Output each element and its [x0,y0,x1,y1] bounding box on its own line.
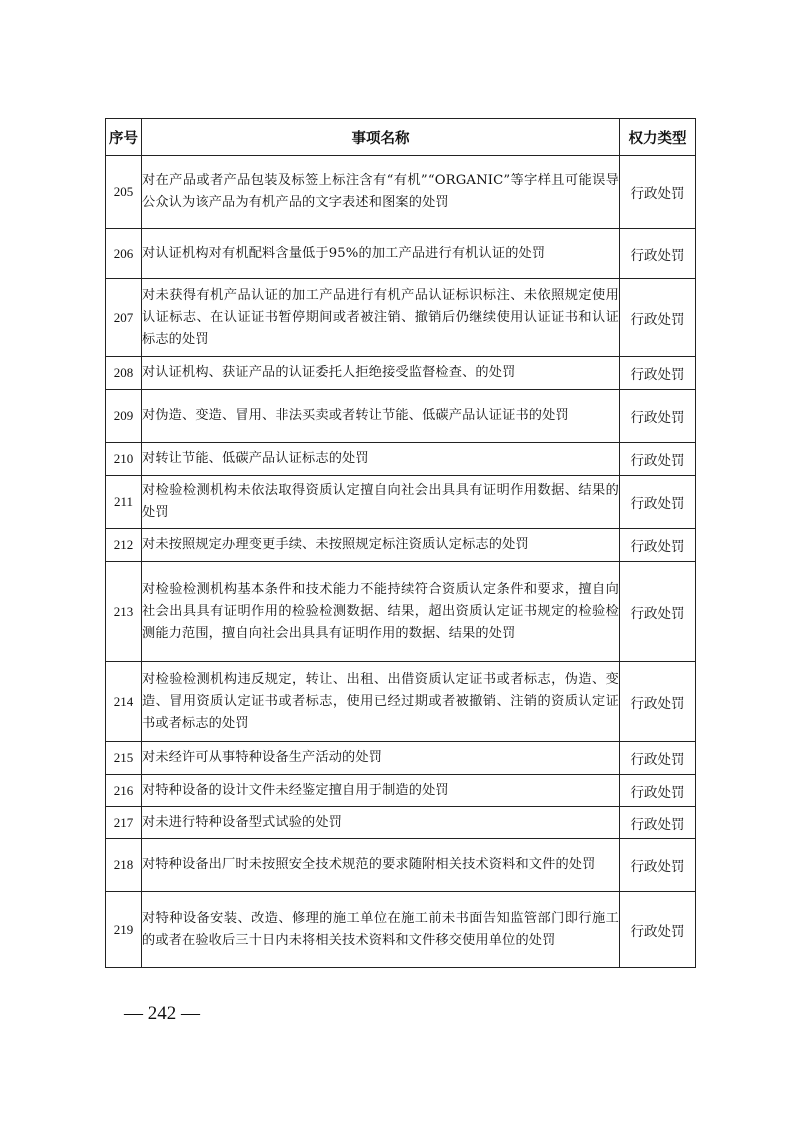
row-number: 206 [106,229,142,279]
row-item-name: 对未经许可从事特种设备生产活动的处罚 [142,742,620,775]
row-item-name: 对转让节能、低碳产品认证标志的处罚 [142,443,620,476]
table-row [106,357,696,390]
row-number: 208 [106,357,142,390]
row-number: 218 [106,839,142,892]
row-number: 210 [106,443,142,476]
row-item-name: 对检验检测机构基本条件和技术能力不能持续符合资质认定条件和要求，擅自向社会出具具有证明作用的检验检测数据、结果，超出资质认定证书规定的检验检测能力范围，擅自向社会出具具有证明作用的数据、结果的处罚 [142,562,620,662]
row-number: 209 [106,390,142,443]
row-item-name: 对特种设备安装、改造、修理的施工单位在施工前未书面告知监管部门即行施工的或者在验收后三十日内未将相关技术资料和文件移交使用单位的处罚 [142,892,620,968]
row-item-name: 对认证机构对有机配料含量低于95%的加工产品进行有机认证的处罚 [142,229,620,279]
row-power-type: 行政处罚 [620,229,696,279]
table-row [106,775,696,807]
row-item-name: 对认证机构、获证产品的认证委托人拒绝接受监督检查、的处罚 [142,357,620,390]
table-row [106,742,696,775]
table-row [106,807,696,839]
row-item-name: 对未进行特种设备型式试验的处罚 [142,807,620,839]
row-number: 211 [106,476,142,529]
row-number: 214 [106,662,142,742]
row-power-type: 行政处罚 [620,529,696,562]
table-row [106,892,696,968]
row-power-type: 行政处罚 [620,156,696,229]
row-power-type: 行政处罚 [620,279,696,357]
row-item-name: 对检验检测机构未依法取得资质认定擅自向社会出具具有证明作用数据、结果的处罚 [142,476,620,529]
row-power-type: 行政处罚 [620,807,696,839]
header-number: 序号 [106,119,142,156]
row-power-type: 行政处罚 [620,390,696,443]
table-row [106,662,696,742]
table-row [106,529,696,562]
table-row [106,562,696,662]
row-power-type: 行政处罚 [620,839,696,892]
row-number: 213 [106,562,142,662]
row-item-name: 对检验检测机构违反规定，转让、出租、出借资质认定证书或者标志，伪造、变造、冒用资质认定证书或者标志，使用已经过期或者被撤销、注销的资质认定证书或者标志的处罚 [142,662,620,742]
row-power-type: 行政处罚 [620,892,696,968]
row-item-name: 对在产品或者产品包装及标签上标注含有“有机”“ORGANIC”等字样且可能误导公众认为该产品为有机产品的文字表述和图案的处罚 [142,156,620,229]
row-item-name: 对特种设备的设计文件未经鉴定擅自用于制造的处罚 [142,775,620,807]
row-number: 217 [106,807,142,839]
table-header-row [106,119,696,156]
table-row [106,156,696,229]
row-number: 212 [106,529,142,562]
row-number: 205 [106,156,142,229]
row-power-type: 行政处罚 [620,476,696,529]
table-row [106,390,696,443]
table-row [106,839,696,892]
row-number: 207 [106,279,142,357]
row-item-name: 对未获得有机产品认证的加工产品进行有机产品认证标识标注、未依照规定使用认证标志、在认证证书暂停期间或者被注销、撤销后仍继续使用认证证书和认证标志的处罚 [142,279,620,357]
header-power-type: 权力类型 [620,119,696,156]
table-row [106,229,696,279]
table-row [106,443,696,476]
row-item-name: 对特种设备出厂时未按照安全技术规范的要求随附相关技术资料和文件的处罚 [142,839,620,892]
row-number: 215 [106,742,142,775]
page-number: — 242 — [124,1003,200,1024]
header-item-name: 事项名称 [142,119,620,156]
row-number: 216 [106,775,142,807]
row-power-type: 行政处罚 [620,357,696,390]
row-power-type: 行政处罚 [620,662,696,742]
row-power-type: 行政处罚 [620,443,696,476]
row-number: 219 [106,892,142,968]
power-items-table [105,118,696,968]
table-row [106,279,696,357]
row-power-type: 行政处罚 [620,775,696,807]
row-power-type: 行政处罚 [620,742,696,775]
row-power-type: 行政处罚 [620,562,696,662]
row-item-name: 对未按照规定办理变更手续、未按照规定标注资质认定标志的处罚 [142,529,620,562]
table-row [106,476,696,529]
row-item-name: 对伪造、变造、冒用、非法买卖或者转让节能、低碳产品认证证书的处罚 [142,390,620,443]
